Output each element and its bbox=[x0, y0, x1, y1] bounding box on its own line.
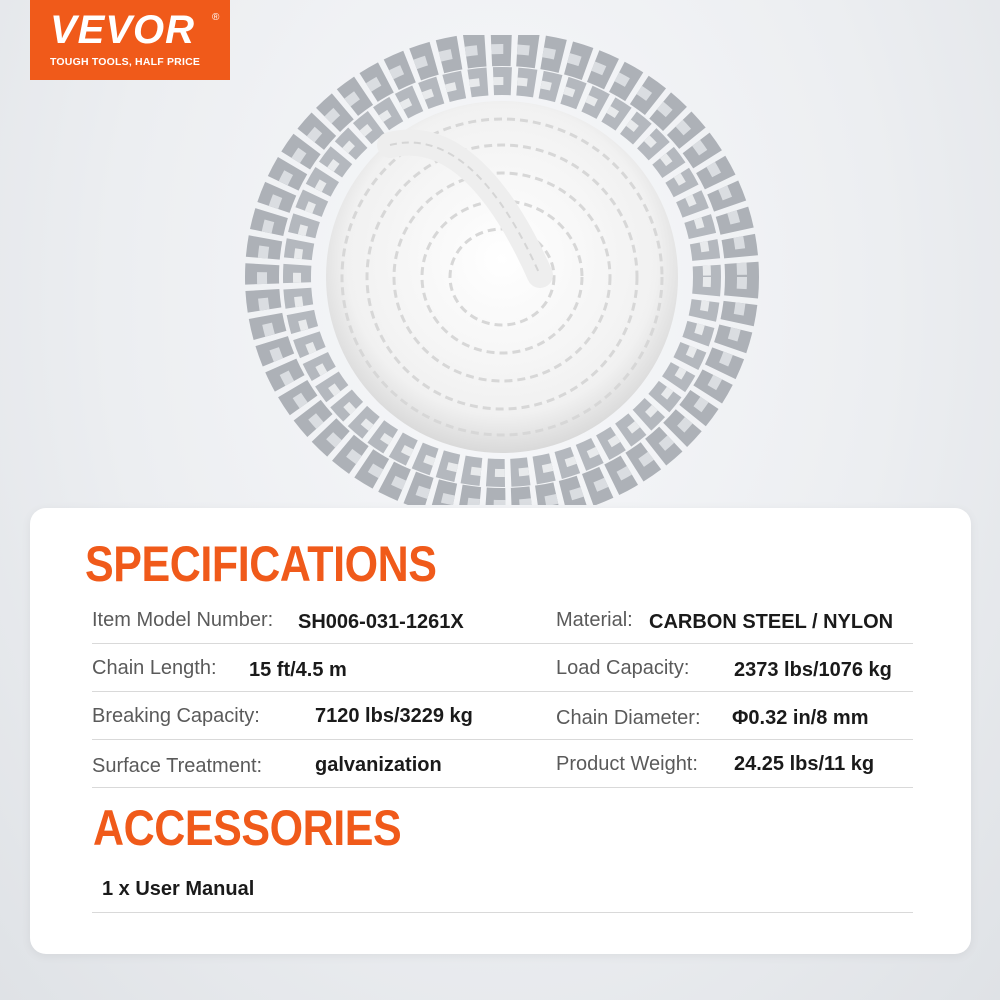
registered-mark: ® bbox=[212, 12, 220, 23]
spec-label: Product Weight: bbox=[556, 753, 698, 775]
row-divider bbox=[92, 739, 913, 740]
brand-tagline: TOUGH TOOLS, HALF PRICE bbox=[50, 56, 201, 68]
spec-value: SH006-031-1261X bbox=[298, 611, 464, 633]
spec-value: Φ0.32 in/8 mm bbox=[732, 707, 869, 729]
spec-value: 7120 lbs/3229 kg bbox=[315, 705, 473, 727]
row-divider bbox=[92, 787, 913, 788]
row-divider bbox=[92, 912, 913, 913]
spec-label: Chain Diameter: bbox=[556, 707, 701, 729]
spec-value: 24.25 lbs/11 kg bbox=[734, 753, 875, 775]
spec-label: Item Model Number: bbox=[92, 609, 274, 631]
specifications-title: SPECIFICATIONS bbox=[85, 536, 437, 592]
spec-value: 2373 lbs/1076 kg bbox=[734, 659, 892, 681]
spec-label: Load Capacity: bbox=[556, 657, 690, 679]
row-divider bbox=[92, 643, 913, 644]
spec-label: Surface Treatment: bbox=[92, 755, 263, 777]
brand-name: VEVOR bbox=[50, 8, 196, 52]
brand-logo bbox=[30, 0, 230, 80]
accessories-title: ACCESSORIES bbox=[93, 800, 402, 856]
spec-label: Material: bbox=[556, 609, 633, 631]
specifications-card bbox=[30, 508, 971, 954]
chain-and-rope-coil-icon bbox=[240, 35, 760, 505]
spec-value: CARBON STEEL / NYLON bbox=[649, 611, 894, 633]
accessory-item: 1 x User Manual bbox=[102, 878, 255, 900]
spec-value: 15 ft/4.5 m bbox=[249, 659, 347, 681]
spec-label: Breaking Capacity: bbox=[92, 705, 260, 727]
spec-value: galvanization bbox=[315, 754, 442, 776]
row-divider bbox=[92, 691, 913, 692]
spec-label: Chain Length: bbox=[92, 657, 217, 679]
